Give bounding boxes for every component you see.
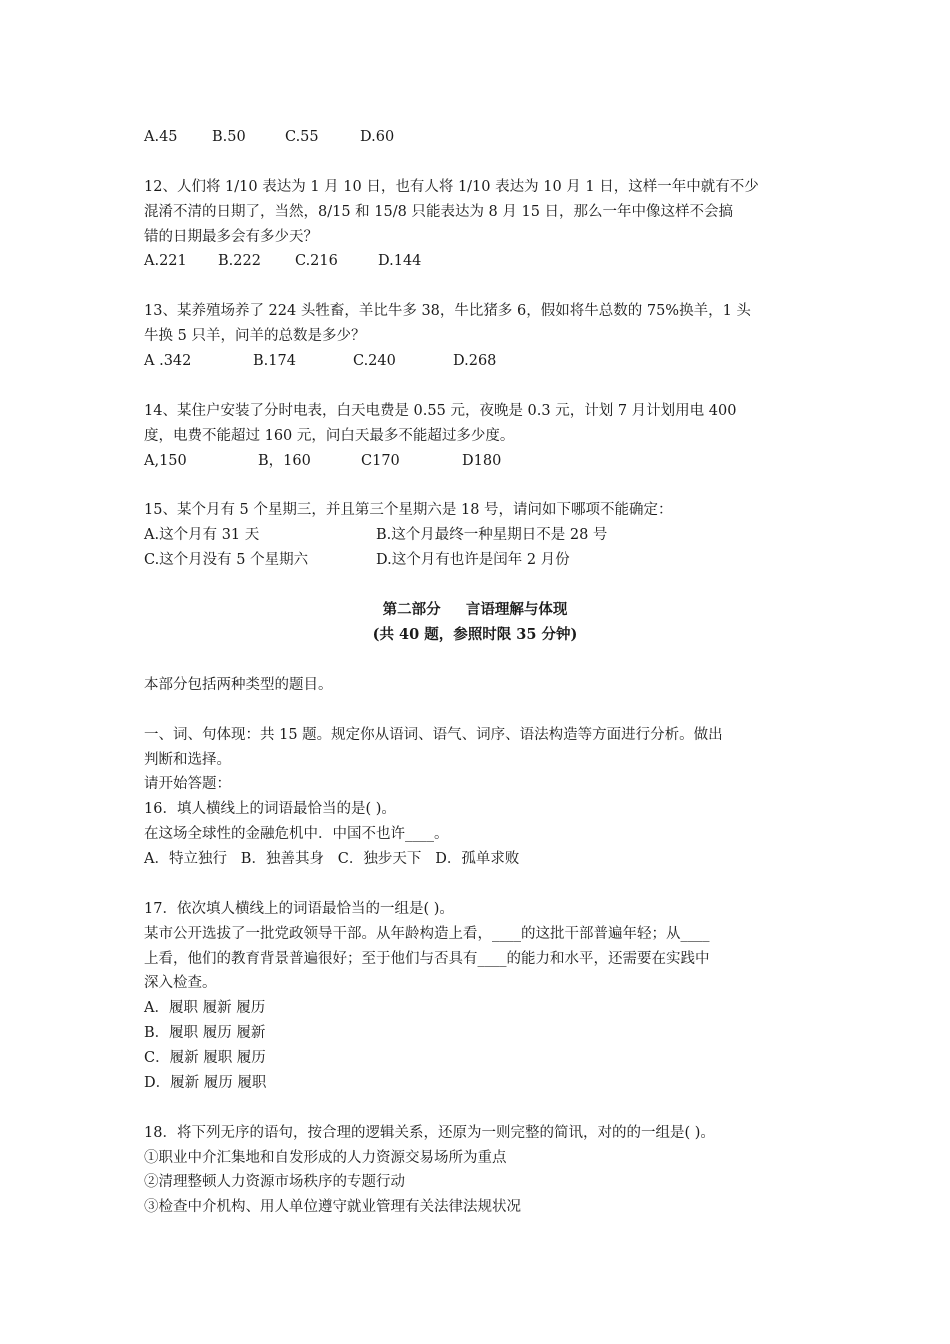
q13-line-2: 牛换 5 只羊，问羊的总数是多少？ — [144, 328, 366, 344]
q16-options: A．特立独行 B．独善其身 C．独步天下 D．孤单求败 — [144, 851, 520, 867]
part1-line-3: 请开始答题： — [144, 776, 231, 792]
q13-option-d: D.268 — [453, 353, 497, 369]
q14-option-d: D180 — [462, 453, 502, 469]
q15-option-c: C.这个月没有 5 个星期六 — [144, 552, 309, 568]
q12-line-1: 12、人们将 1/10 表达为 1 月 10 日，也有人将 1/10 表达为 10 月 1 日，这样一年中就有不少 — [144, 179, 759, 195]
q11-option-c: C.55 — [285, 129, 319, 145]
q18-item-2: ②清理整顿人力资源市场秩序的专题行动 — [144, 1174, 405, 1190]
q14-option-b: B，160 — [258, 453, 311, 469]
q13-option-c: C.240 — [353, 353, 396, 369]
q15-line: 15、某个月有 5 个星期三，并且第三个星期六是 18 号，请问如下哪项不能确定： — [144, 502, 673, 518]
q18-item-1: ①职业中介汇集地和自发形成的人力资源交易场所为重点 — [144, 1150, 507, 1166]
q15-option-a: A.这个月有 31 天 — [144, 527, 260, 543]
q17-line-4: 深入检查。 — [144, 975, 217, 991]
q12-line-3: 错的日期最多会有多少天？ — [144, 229, 318, 245]
q12-option-b: B.222 — [218, 253, 261, 269]
q17-line-3: 上看，他们的教育背景普遍很好；至于他们与否具有____的能力和水平，还需要在实践中 — [144, 951, 710, 967]
q13-option-b: B.174 — [253, 353, 296, 369]
q15-option-b: B.这个月最终一种星期日不是 28 号 — [376, 527, 608, 543]
q17-line-2: 某市公开选拔了一批党政领导干部。从年龄构造上看，____的这批干部普遍年轻；从____ — [144, 926, 710, 942]
q11-option-d: D.60 — [360, 129, 395, 145]
q17-option-b: B．履职 履历 履新 — [144, 1025, 266, 1041]
section-title: 第二部分 言语理解与体现 — [382, 601, 568, 618]
q14-line-2: 度，电费不能超过 160 元，问白天最多不能超过多少度。 — [144, 428, 515, 444]
q12-option-a: A.221 — [144, 253, 187, 269]
q17-option-c: C．履新 履职 履历 — [144, 1050, 266, 1066]
part1-line-2: 判断和选择。 — [144, 752, 231, 768]
q12-option-d: D.144 — [378, 253, 422, 269]
q13-option-a: A .342 — [144, 353, 192, 369]
q17-option-d: D．履新 履历 履职 — [144, 1075, 267, 1091]
q16-line-2: 在这场全球性的金融危机中．中国不也许____。 — [144, 826, 449, 842]
q11-option-a: A.45 — [144, 129, 178, 145]
section-subtitle: (共 40 题，参照时限 35 分钟) — [372, 626, 578, 643]
q14-line-1: 14、某住户安装了分时电表，白天电费是 0.55 元，夜晚是 0.3 元，计划 7 月计划用电 400 — [144, 403, 737, 419]
part1-line-1: 一、词、句体现：共 15 题。规定你从语词、语气、词序、语法构造等方面进行分析。做出 — [144, 727, 723, 743]
q14-option-c: C170 — [361, 453, 400, 469]
q18-item-3: ③检查中介机构、用人单位遵守就业管理有关法律法规状况 — [144, 1199, 521, 1215]
q17-option-a: A．履职 履新 履历 — [144, 1000, 266, 1016]
q12-option-c: C.216 — [295, 253, 338, 269]
section-intro: 本部分包括两种类型的题目。 — [144, 677, 333, 693]
q16-line-1: 16．填人横线上的词语最恰当的是( )。 — [144, 801, 396, 817]
q14-option-a: A,150 — [144, 453, 187, 469]
q15-option-d: D.这个月有也许是闰年 2 月份 — [376, 552, 570, 568]
q12-line-2: 混淆不清的日期了，当然，8/15 和 15/8 只能表达为 8 月 15 日，那么一年中像这样不会搞 — [144, 204, 734, 220]
q18-line-1: 18．将下列无序的语句，按合理的逻辑关系，还原为一则完整的简讯，对的的一组是( )。 — [144, 1125, 715, 1141]
q11-option-b: B.50 — [212, 129, 246, 145]
q13-line-1: 13、某养殖场养了 224 头牲畜，羊比牛多 38，牛比猪多 6，假如将牛总数的 75%换羊，1 头 — [144, 303, 751, 319]
q17-line-1: 17．依次填人横线上的词语最恰当的一组是( )。 — [144, 901, 454, 917]
